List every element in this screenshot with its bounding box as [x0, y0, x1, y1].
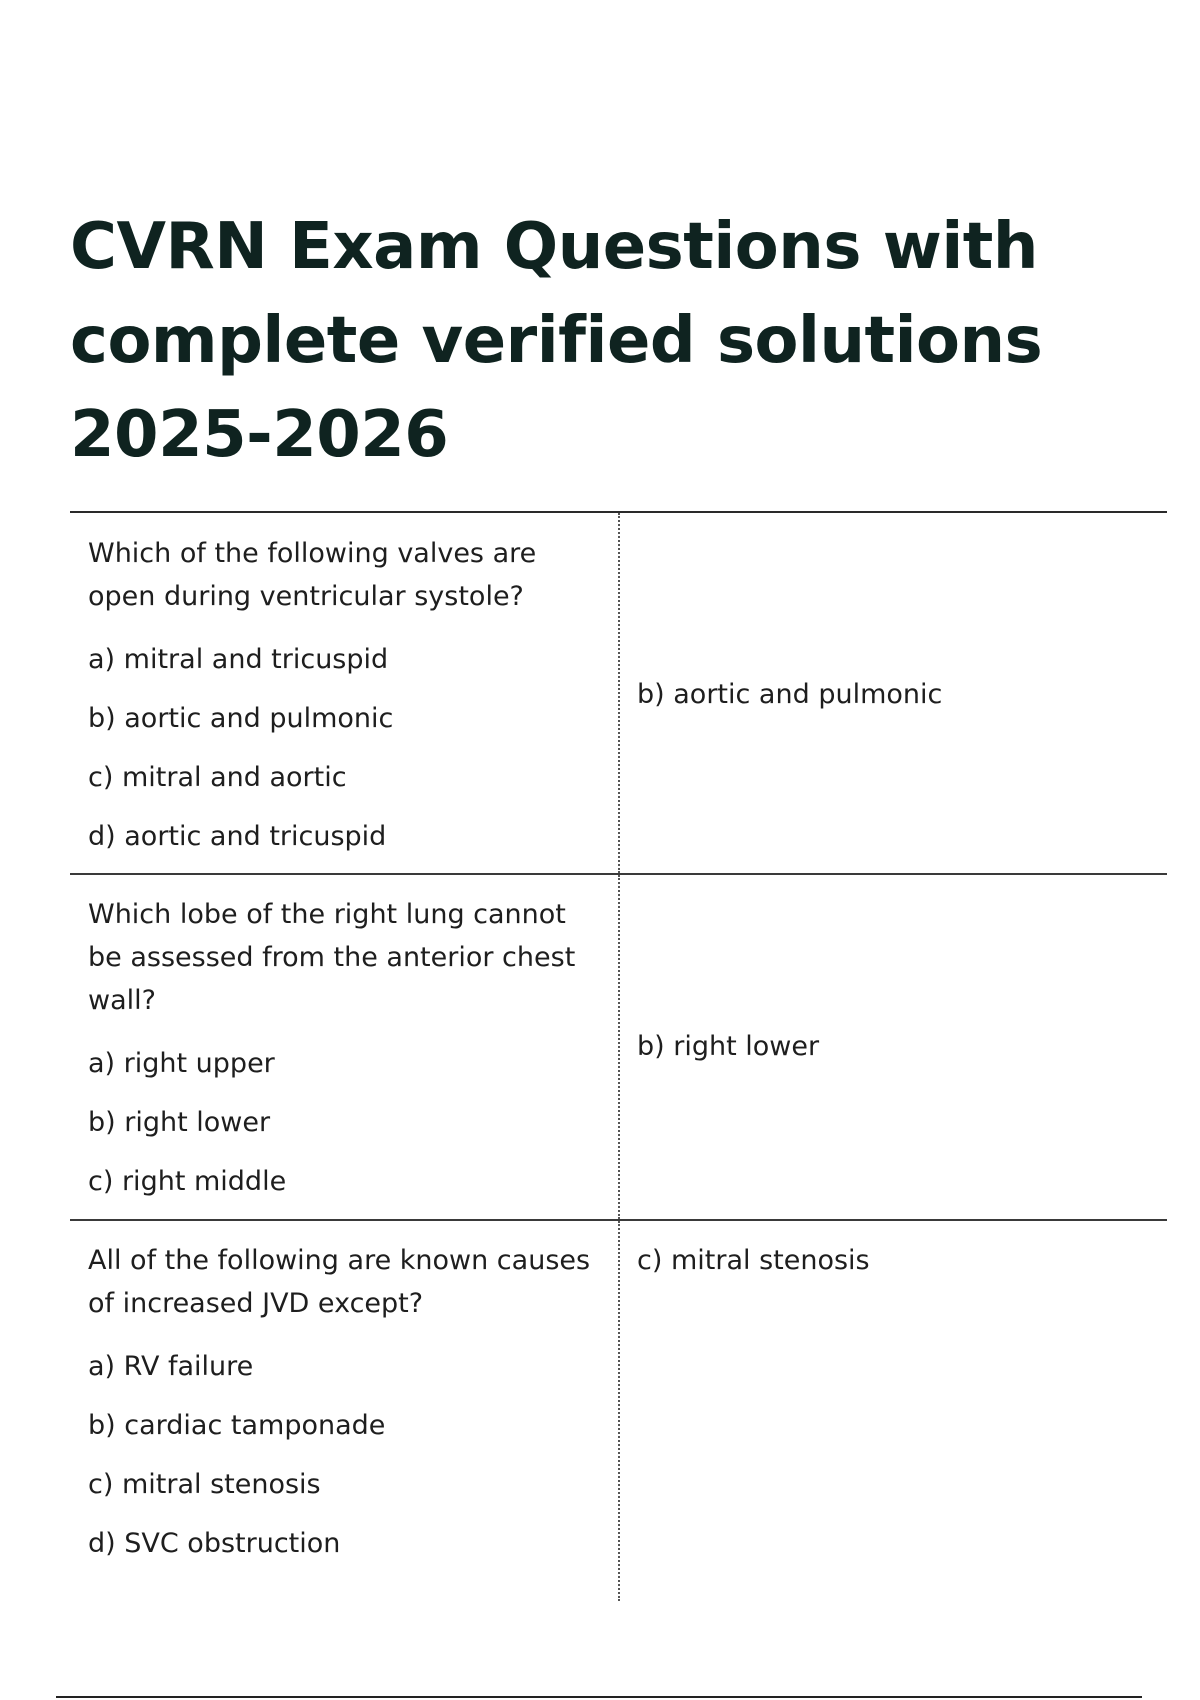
qa-table — [70, 511, 1167, 1601]
option-a: a) mitral and tricuspid — [88, 644, 389, 675]
answer-cell-3: c) mitral stenosis — [637, 1245, 870, 1276]
option-b: b) right lower — [88, 1107, 271, 1138]
option-d: d) aortic and tricuspid — [88, 821, 387, 852]
title-line-3: 2025-2026 — [70, 398, 449, 472]
document-title — [70, 200, 1130, 482]
question-cell-2 — [88, 893, 598, 1211]
answer-cell-1: b) aortic and pulmonic — [637, 679, 943, 710]
column-divider — [618, 1221, 620, 1601]
question-stem: Which of the following valves are open during ventricular systole? — [88, 538, 537, 612]
page-bottom-rule — [56, 1696, 1142, 1698]
option-c: c) mitral and aortic — [88, 762, 347, 793]
question-stem: Which lobe of the right lung cannot be assessed from the anterior chest wall? — [88, 899, 576, 1016]
option-a: a) right upper — [88, 1048, 275, 1079]
answer-cell-2: b) right lower — [637, 1031, 820, 1062]
qa-row-3 — [70, 1221, 1167, 1601]
option-b: b) aortic and pulmonic — [88, 703, 394, 734]
qa-row-1 — [70, 513, 1167, 875]
question-cell-1 — [88, 532, 598, 866]
qa-row-2 — [70, 875, 1167, 1221]
option-b: b) cardiac tamponade — [88, 1410, 386, 1441]
option-c: c) mitral stenosis — [88, 1469, 321, 1500]
column-divider — [618, 875, 620, 1219]
title-line-1: CVRN Exam Questions with — [70, 210, 1038, 284]
option-a: a) RV failure — [88, 1351, 254, 1382]
column-divider — [618, 513, 620, 873]
option-d: d) SVC obstruction — [88, 1528, 341, 1559]
option-c: c) right middle — [88, 1166, 287, 1197]
title-line-2: complete verified solutions — [70, 304, 1043, 378]
question-stem: All of the following are known causes of increased JVD except? — [88, 1245, 591, 1319]
question-cell-3 — [88, 1239, 598, 1573]
